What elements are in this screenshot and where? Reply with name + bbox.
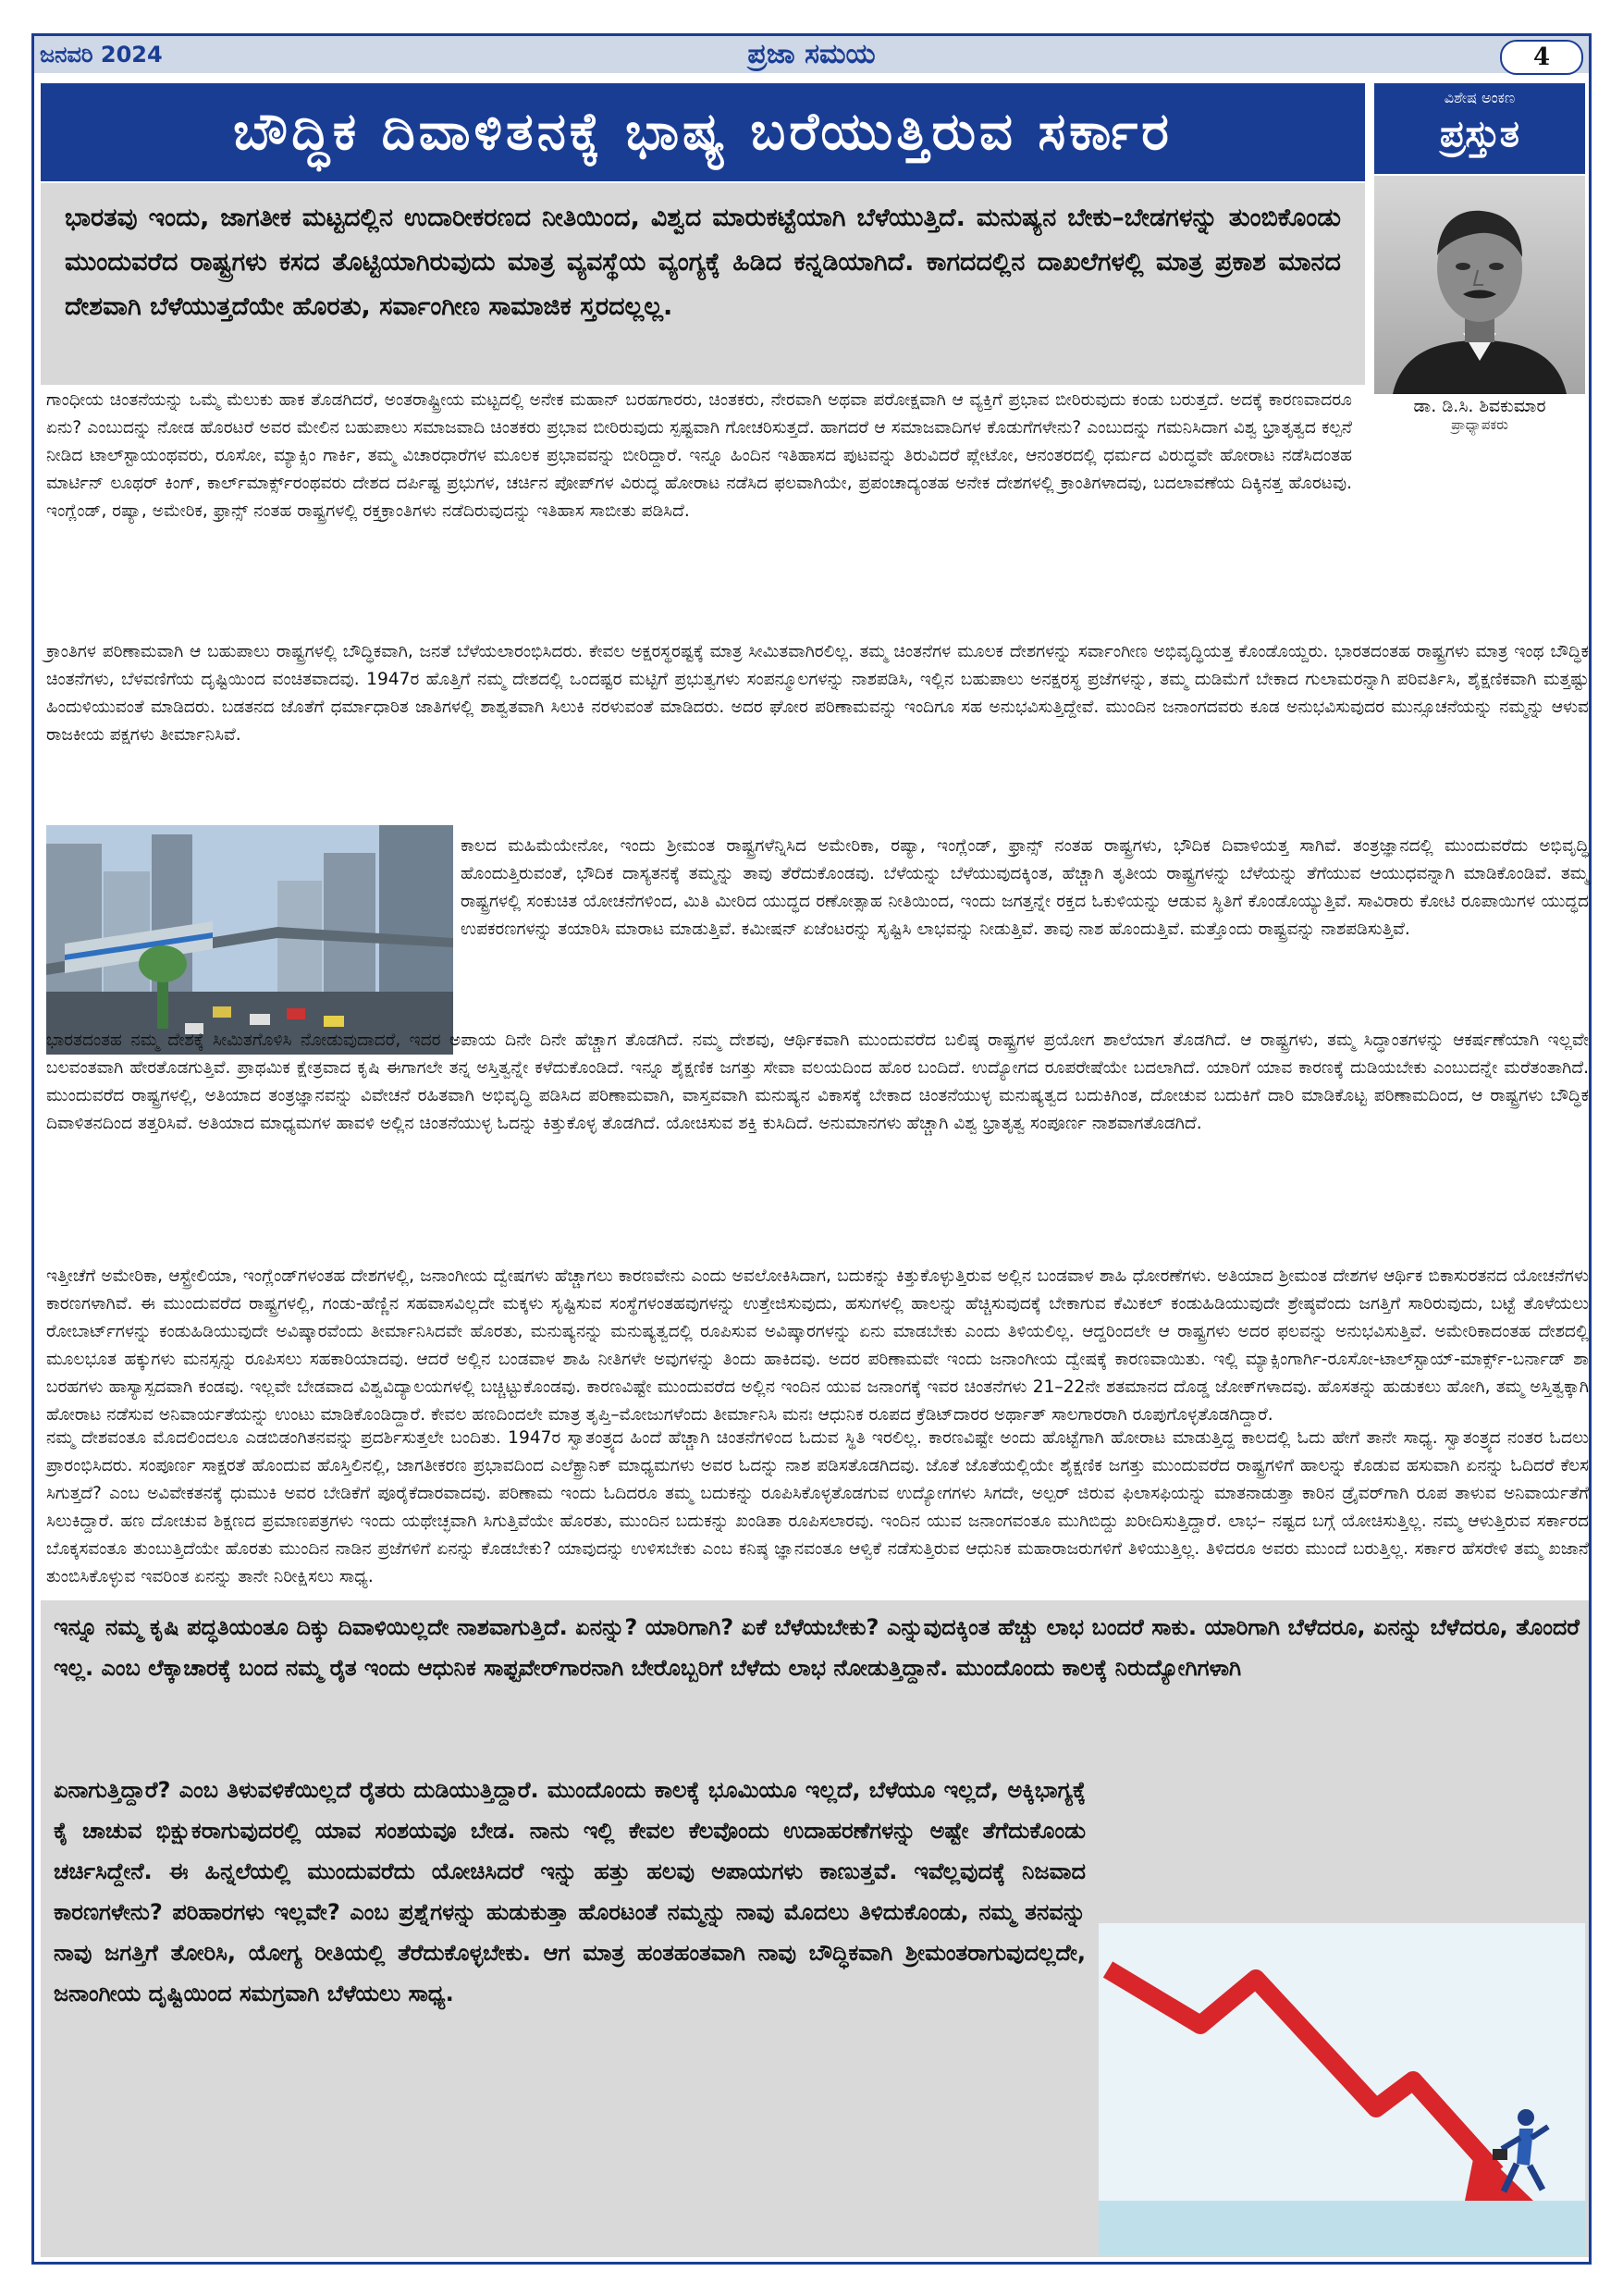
author-photo bbox=[1374, 176, 1585, 394]
paragraph-3: ಕಾಲದ ಮಹಿಮೆಯೇನೋ, ಇಂದು ಶ್ರೀಮಂತ ರಾಷ್ಟ್ರಗಳೆನ್ನಿಸಿದ ಅಮೇರಿಕಾ, ರಷ್ಯಾ, ಇಂಗ್ಲೆಂಡ್, ಫ್ರಾನ್ಸ್ ನಂತಹ ರಾಷ್ಟ್ರಗಳು, ಭೌದಿಕ ದಿವಾಳಿಯತ್ತ ಸಾಗಿವೆ. ತಂತ್ರಜ್ಞಾನದಲ್ಲಿ ಮುಂದುವರೆದು ಅಭಿವೃದ್ಧಿ ಹೊಂದುತ್ತಿರುವಂತೆ, ಭೌದಿಕ ದಾಸ್ಯತನಕ್ಕೆ ತಮ್ಮನ್ನು ತಾವು ತೆರೆದುಕೊಂಡವು. ಬೆಳೆಯನ್ನು ಬೆಳೆಯುವುದಕ್ಕಿಂತ, ಹೆಚ್ಚಾಗಿ ತೃತೀಯ ರಾಷ್ಟ್ರಗಳನ್ನು ಬೆಳೆಯನ್ನು ತೆಗೆಯುವ ಆಯುಧವನ್ನಾಗಿ ಮಾಡಿಕೊಂಡಿವೆ. ತಮ್ಮ ರಾಷ್ಟ್ರಗಳಲ್ಲಿ ಸಂಕುಚಿತ ಯೋಚನೆಗಳಿಂದ, ಮಿತಿ ಮೀರಿದ ಯುದ್ಧದ ರಣೋತ್ಸಾಹ ನೀತಿಯಿಂದ, ಇಂದು ಜಗತ್ತನ್ನೇ ರಕ್ತದ ಓಕುಳಿಯನ್ನು ಆಡುವ ಸ್ಥಿತಿಗೆ ಕೊಂಡೊಯ್ಯುತ್ತಿವೆ. ಸಾವಿರಾರು ಕೋಟಿ ರೂಪಾಯಿಗಳ ಯುದ್ಧದ ಉಪಕರಣಗಳನ್ನು ತಯಾರಿಸಿ ಮಾರಾಟ ಮಾಡುತ್ತಿವೆ. ಕಮೀಷನ್ ಏಜೆಂಟರನ್ನು ಸೃಷ್ಟಿಸಿ ಲಾಭವನ್ನು ನೀಡುತ್ತಿವೆ. ತಾವು ನಾಶ ಹೊಂದುತ್ತಿವೆ. ಮತ್ತೊಂದು ರಾಷ್ಟ್ರವನ್ನು ನಾಶಪಡಿಸುತ್ತಿವೆ. bbox=[461, 836, 1589, 939]
author-byline bbox=[1374, 396, 1585, 433]
page-number: 4 bbox=[1500, 40, 1583, 75]
conclusion-top: ಇನ್ನೂ ನಮ್ಮ ಕೃಷಿ ಪದ್ಧತಿಯಂತೂ ದಿಕ್ಕು ದಿವಾಳಿಯಿಲ್ಲದೇ ನಾಶವಾಗುತ್ತಿದೆ. ಏನನ್ನು? ಯಾರಿಗಾಗಿ? ಏಕೆ ಬೆಳೆಯಬೇಕು? ಎನ್ನುವುದಕ್ಕಿಂತ ಹೆಚ್ಚು ಲಾಭ ಬಂದರೆ ಸಾಕು. ಯಾರಿಗಾಗಿ ಬೆಳೆದರೂ, ಏನನ್ನು ಬೆಳೆದರೂ, ತೊಂದರೆ ಇಲ್ಲ. ಎಂಬ ಲೆಕ್ಕಾಚಾರಕ್ಕೆ ಬಂದ ನಮ್ಮ ರೈತ ಇಂದು ಆಧುನಿಕ ಸಾಫ್ಟವೇರ್‌ಗಾರನಾಗಿ ಬೇರೊಬ್ಬರಿಗೆ ಬೆಳೆದು ಲಾಭ ನೋಡುತ್ತಿದ್ದಾನೆ. ಮುಂದೊಂದು ಕಾಲಕ್ಕೆ ನಿರುದ್ಯೋಗಿಗಳಾಗಿ bbox=[54, 1614, 1580, 1681]
metro-train-illustration bbox=[46, 825, 453, 1055]
column-badge bbox=[1374, 83, 1585, 174]
column-badge-label: ವಿಶೇಷ ಅಂಕಣ bbox=[1444, 89, 1516, 106]
author-portrait-icon bbox=[1374, 176, 1585, 394]
column-badge-title: ಪ್ರಸ್ತುತ bbox=[1440, 113, 1519, 155]
decline-illustration bbox=[1099, 1923, 1585, 2255]
paragraph-4: ಭಾರತದಂತಹ ನಮ್ಮ ದೇಶಕ್ಕೆ ಸೀಮಿತಗೊಳಿಸಿ ನೋಡುವುದಾದರೆ, ಇದರ ಅಪಾಯ ದಿನೇ ದಿನೇ ಹೆಚ್ಚಾಗ ತೊಡಗಿದೆ. ನಮ್ಮ ದೇಶವು, ಆರ್ಥಿಕವಾಗಿ ಮುಂದುವರೆದ ಬಲಿಷ್ಠ ರಾಷ್ಟ್ರಗಳ ಪ್ರಯೋಗ ಶಾಲೆಯಾಗ ತೊಡಗಿದೆ. ಆ ರಾಷ್ಟ್ರಗಳು, ತಮ್ಮ ಸಿದ್ಧಾಂತಗಳನ್ನು ಆಕರ್ಷಣೆಯಾಗಿ ಇಲ್ಲವೇ ಬಲವಂತವಾಗಿ ಹೇರತೊಡಗುತ್ತಿವೆ. ಪ್ರಾಥಮಿಕ ಕ್ಷೇತ್ರವಾದ ಕೃಷಿ ಈಗಾಗಲೇ ತನ್ನ ಅಸ್ತಿತ್ವನ್ನೇ ಕಳೆದುಕೊಂಡಿದೆ. ಇನ್ನೂ ಶೈಕ್ಷಣಿಕ ಜಗತ್ತು ಸೇವಾ ವಲಯದಿಂದ ಹೊರ ಬಂದಿದೆ. ಉದ್ಯೋಗದ ರೂಪರೇಷೆಯೇ ಬದಲಾಗಿದೆ. ಯಾರಿಗೆ ಯಾವ ಕಾರಣಕ್ಕೆ ದುಡಿಯಬೇಕು ಎಂಬುದನ್ನೇ ಮರೆತಂತಾಗಿದೆ. ಮುಂದುವರೆದ ರಾಷ್ಟ್ರಗಳಲ್ಲಿ, ಅತಿಯಾದ ತಂತ್ರಜ್ಞಾನವನ್ನು ವಿವೇಚನೆ ರಹಿತವಾಗಿ ಅಭಿವೃದ್ಧಿ ಪಡಿಸಿದ ಪರಿಣಾಮವಾಗಿ, ವಾಸ್ತವವಾಗಿ ಮನುಷ್ಯನ ವಿಕಾಸಕ್ಕೆ ಬೇಕಾದ ಚಿಂತನೆಯುಳ್ಳ ಮನುಷ್ಯತ್ವದ ಬದುಕಿಗಿಂತ, ದೋಚುವ ಬದುಕಿಗೆ ದಾರಿ ಮಾಡಿಕೊಟ್ಟ ಪರಿಣಾಮದಿಂದ, ಆ ರಾಷ್ಟ್ರಗಳು ಬೌದ್ಧಿಕ ದಿವಾಳಿತನದಿಂದ ತತ್ತರಿಸಿವೆ. ಅತಿಯಾದ ಮಾಧ್ಯಮಗಳ ಹಾವಳಿ ಅಲ್ಲಿನ ಚಿಂತನೆಯುಳ್ಳ ಓದನ್ನು ಕಿತ್ತುಕೊಳ್ಳ ತೊಡಗಿದೆ. ಯೋಚಿಸುವ ಶಕ್ತಿ ಕುಸಿದಿದೆ. ಅನುಮಾನಗಳು ಹೆಚ್ಚಾಗಿ ವಿಶ್ವ ಭ್ರಾತೃತ್ವ ಸಂಪೂರ್ಣ ನಾಶವಾಗತೊಡಗಿದೆ. bbox=[46, 1031, 1589, 1133]
paragraph-6: ನಮ್ಮ ದೇಶವಂತೂ ಮೊದಲಿಂದಲೂ ಎಡಬಿಡಂಗಿತನವನ್ನು ಪ್ರದರ್ಶಿಸುತ್ತಲೇ ಬಂದಿತು. 1947ರ ಸ್ವಾತಂತ್ರ್ಯದ ಹಿಂದೆ ಹೆಚ್ಚಾಗಿ ಚಿಂತನೆಗಳಿಂದ ಓದುವ ಸ್ಥಿತಿ ಇರಲಿಲ್ಲ. ಕಾರಣವಿಷ್ಟೇ ಅಂದು ಹೊಟ್ಟೆಗಾಗಿ ಹೋರಾಟ ಮಾಡುತ್ತಿದ್ದ ಕಾಲದಲ್ಲಿ ಓದು ಹೇಗೆ ತಾನೇ ಸಾಧ್ಯ. ಸ್ವಾತಂತ್ರ್ಯದ ನಂತರ ಓದಲು ಪ್ರಾರಂಭಿಸಿದರು. ಸಂಪೂರ್ಣ ಸಾಕ್ಷರತೆ ಹೊಂದುವ ಹೊಸ್ತಿಲಿನಲ್ಲಿ, ಜಾಗತೀಕರಣ ಪ್ರಭಾವದಿಂದ ಎಲೆಕ್ಟ್ರಾನಿಕ್ ಮಾಧ್ಯಮಗಳು ಅವರ ಓದನ್ನು ನಾಶ ಪಡಿಸತೊಡಗಿದವು. ಜೊತೆ ಜೊತೆಯಲ್ಲಿಯೇ ಶೈಕ್ಷಣಿಕ ಜಗತ್ತು ಮುಂದುವರೆದ ರಾಷ್ಟ್ರಗಳಿಗೆ ಹಾಲನ್ನು ಕೊಡುವ ಹಸುವಾಗಿ ಏನನ್ನು ಓದಿದರೆ ಕೆಲಸ ಸಿಗುತ್ತದೆ? ಎಂಬ ಅವಿವೇಕತನಕ್ಕೆ ಧುಮುಕಿ ಅವರ ಬೇಡಿಕೆಗೆ ಪೂರೈಕೆದಾರವಾದವು. ಪರಿಣಾಮ ಇಂದು ಓದಿದರೂ ತಮ್ಮ ಬದುಕನ್ನು ರೂಪಿಸಿಕೊಳ್ಳತೊಡಗುವ ಉದ್ಯೋಗಗಳು ಸಿಗದೇ, ಅಲ್ಪರ್ ಜಿರುವ ಫಿಲಾಸಫಿಯನ್ನು ಮಾತನಾಡುತ್ತಾ ಕಾರಿನ ಡ್ರೈವರ್‌ಗಾಗಿ ರೂಪ ತಾಳುವ ಅನಿವಾರ್ಯತೆಗೆ ಸಿಲುಕಿದ್ದಾರೆ. ಹಣ ದೋಚುವ ಶಿಕ್ಷಣದ ಪ್ರಮಾಣಪತ್ರಗಳು ಇಂದು ಯಥೇಚ್ಛವಾಗಿ ಸಿಗುತ್ತಿವೆಯೇ ಹೊರತು, ಮುಂದಿನ ಬದುಕನ್ನು ಖಂಡಿತಾ ರೂಪಿಸಲಾರವು. ಇಂದಿನ ಯುವ ಜನಾಂಗವಂತೂ ಮುಗಿಬಿದ್ದು ಖರೀದಿಸುತ್ತಿದ್ದಾರೆ. ಲಾಭ– ನಷ್ಟದ ಬಗ್ಗೆ ಯೋಚಿಸುತ್ತಿಲ್ಲ. ನಮ್ಮ ಆಳುತ್ತಿರುವ ಸರ್ಕಾರದ ಬೊಕ್ಕಸವಂತೂ ತುಂಬುತ್ತಿದೆಯೇ ಹೊರತು ಮುಂದಿನ ನಾಡಿನ ಪ್ರಜೆಗಳಿಗೆ ಏನನ್ನು ಕೊಡಬೇಕು? ಯಾವುದನ್ನು ಉಳಿಸಬೇಕು ಎಂಬ ಕನಿಷ್ಠ ಜ್ಞಾನವಂತೂ ಆಳ್ವಿಕೆ ನಡೆಸುತ್ತಿರುವ ಆಧುನಿಕ ಮಹಾರಾಜರುಗಳಿಗೆ ತಿಳಿಯುತ್ತಿಲ್ಲ. ತಿಳಿದರೂ ಅವರು ಮುಂದೆ ಬರುತ್ತಿಲ್ಲ. ಸರ್ಕಾರ ಹೆಸರೇಳಿ ತಮ್ಮ ಖಜಾನೆ ತುಂಬಿಸಿಕೊಳ್ಳುವ ಇವರಿಂತ ಏನನ್ನು ತಾನೇ ನಿರೀಕ್ಷಿಸಲು ಸಾಧ್ಯ. bbox=[46, 1428, 1589, 1586]
issue-date: ಜನವರಿ 2024 bbox=[40, 42, 163, 68]
headline: ಬೌದ್ಧಿಕ ದಿವಾಳಿತನಕ್ಕೆ ಭಾಷ್ಯ ಬರೆಯುತ್ತಿರುವ ಸರ್ಕಾರ bbox=[233, 102, 1173, 162]
headline-banner bbox=[41, 83, 1365, 181]
paragraph-2: ಕ್ರಾಂತಿಗಳ ಪರಿಣಾಮವಾಗಿ ಆ ಬಹುಪಾಲು ರಾಷ್ಟ್ರಗಳಲ್ಲಿ ಬೌದ್ಧಿಕವಾಗಿ, ಜನತೆ ಬೆಳೆಯಲಾರಂಭಿಸಿದರು. ಕೇವಲ ಅಕ್ಷರಸ್ಥರಷ್ಟಕ್ಕೆ ಮಾತ್ರ ಸೀಮಿತವಾಗಿರಲಿಲ್ಲ. ತಮ್ಮ ಚಿಂತನೆಗಳ ಮೂಲಕ ದೇಶಗಳನ್ನು ಸರ್ವಾಂಗೀಣ ಅಭಿವೃದ್ಧಿಯತ್ತ ಕೊಂಡೊಯ್ದರು. ಭಾರತದಂತಹ ರಾಷ್ಟ್ರಗಳು ಮಾತ್ರ ಇಂಥ ಬೌದ್ಧಿಕ ಚಿಂತನೆಗಳು, ಬೆಳವಣಿಗೆಯ ದೃಷ್ಟಿಯಿಂದ ವಂಚಿತವಾದವು. 1947ರ ಹೊತ್ತಿಗೆ ನಮ್ಮ ದೇಶದಲ್ಲಿ ಒಂದಷ್ಟರ ಮಟ್ಟಿಗೆ ಪ್ರಭುತ್ವಗಳು ಸಂಪನ್ಮೂಲಗಳನ್ನು ನಾಶಪಡಿಸಿ, ಇಲ್ಲಿನ ಬಹುಪಾಲು ಅನಕ್ಷರಸ್ಥ ಪ್ರಜೆಗಳನ್ನು, ತಮ್ಮ ದುಡಿಮೆಗೆ ಬೇಕಾದ ಗುಲಾಮರನ್ನಾಗಿ ಪರಿವರ್ತಿಸಿ, ಶೈಕ್ಷಣಿಕವಾಗಿ ಮತ್ತಷ್ಟು ಹಿಂದುಳಿಯುವಂತೆ ಮಾಡಿದರು. ಬಡತನದ ಜೊತೆಗೆ ಧರ್ಮಾಧಾರಿತ ಜಾತಿಗಳಲ್ಲಿ ಶಾಶ್ವತವಾಗಿ ಸಿಲುಕಿ ನರಳುವಂತೆ ಮಾಡಿದರು. ಅದರ ಘೋರ ಪರಿಣಾಮವನ್ನು ಇಂದಿಗೂ ಸಹ ಅನುಭವಿಸುತ್ತಿದ್ದೇವೆ. ಮುಂದಿನ ಜನಾಂಗದವರು ಕೂಡ ಅನುಭವಿಸುವುದರ ಮುನ್ಸೂಚನೆಯನ್ನು ನಮ್ಮನ್ನು ಆಳುವ ರಾಜಕೀಯ ಪಕ್ಷಗಳು ತೀರ್ಮಾನಿಸಿವೆ. bbox=[46, 642, 1589, 745]
city-photo bbox=[46, 825, 453, 1055]
paragraph-5: ಇತ್ತೀಚೆಗೆ ಅಮೇರಿಕಾ, ಆಸ್ಟ್ರೇಲಿಯಾ, ಇಂಗ್ಲೆಂಡ್‌ಗಳಂತಹ ದೇಶಗಳಲ್ಲಿ, ಜನಾಂಗೀಯ ದ್ವೇಷಗಳು ಹೆಚ್ಚಾಗಲು ಕಾರಣವೇನು ಎಂದು ಅವಲೋಕಿಸಿದಾಗ, ಬದುಕನ್ನು ಕಿತ್ತುಕೊಳ್ಳುತ್ತಿರುವ ಅಲ್ಲಿನ ಬಂಡವಾಳ ಶಾಹಿ ಧೋರಣೆಗಳು. ಅತಿಯಾದ ಶ್ರೀಮಂತ ದೇಶಗಳ ಆರ್ಥಿಕ ಬಿಕಾಸುರತನದ ಯೋಚನೆಗಳು ಕಾರಣಗಳಾಗಿವೆ. ಈ ಮುಂದುವರೆದ ರಾಷ್ಟ್ರಗಳಲ್ಲಿ, ಗಂಡು-ಹೆಣ್ಣಿನ ಸಹವಾಸವಿಲ್ಲದೇ ಮಕ್ಕಳು ಸೃಷ್ಟಿಸುವ ಸಂಸ್ಥೆಗಳಂತಹವುಗಳನ್ನು ಉತ್ತೇಜಿಸುವುದು, ಹಸುಗಳಲ್ಲಿ ಹಾಲನ್ನು ಹೆಚ್ಚಿಸುವುದಕ್ಕೆ ಬೇಕಾಗುವ ಕೆಮಿಕಲ್ ಕಂಡುಹಿಡಿಯುವುದೇ ಶ್ರೇಷ್ಠವೆಂದು ಜಗತ್ತಿಗೆ ಸಾರಿರುವುದು, ಬಟ್ಟೆ ತೊಳೆಯಲು ರೋಬಾರ್ಟ್‌ಗಳನ್ನು ಕಂಡುಹಿಡಿಯುವುದೇ ಅವಿಷ್ಕಾರವೆಂದು ತೀರ್ಮಾನಿಸಿದವೇ ಹೊರತು, ಮನುಷ್ಯನನ್ನು ಮನುಷ್ಯತ್ವದಲ್ಲಿ ರೂಪಿಸುವ ಅವಿಷ್ಕಾರಗಳನ್ನು ಏನು ಮಾಡಬೇಕು ಎಂದು ತಿಳಿಯಲಿಲ್ಲ. ಆದ್ದರಿಂದಲೇ ಆ ರಾಷ್ಟ್ರಗಳು ಅದರ ಫಲವನ್ನು ಅನುಭವಿಸುತ್ತಿವೆ. ಅಮೇರಿಕಾದಂತಹ ದೇಶದಲ್ಲಿ ಮೂಲಭೂತ ಹಕ್ಕುಗಳು ಮನಸ್ಸನ್ನು ರೂಪಿಸಲು ಸಹಕಾರಿಯಾದವು. ಆದರೆ ಅಲ್ಲಿನ ಬಂಡವಾಳ ಶಾಹಿ ನೀತಿಗಳೇ ಅವುಗಳನ್ನು ತಿಂದು ಹಾಕಿದವು. ಅದರ ಪರಿಣಾಮವೇ ಇಂದು ಜನಾಂಗೀಯ ದ್ವೇಷಕ್ಕೆ ಕಾರಣವಾಯಿತು. ಇಲ್ಲಿ ಮ್ಯಾಕ್ಸಿಂಗಾರ್ಗಿ-ರೂಸೋ-ಟಾಲ್‌ಸ್ಟಾಯ್-ಮಾರ್ಕ್ಸ್-ಬರ್ನಾಡ್ ಶಾ ಬರಹಗಳು ಹಾಸ್ಯಾಸ್ಪದವಾಗಿ ಕಂಡವು. ಇಲ್ಲವೇ ಬೇಡವಾದ ವಿಶ್ವವಿದ್ಯಾಲಯಗಳಲ್ಲಿ ಬಚ್ಚಿಟ್ಟುಕೊಂಡವು. ಕಾರಣವಿಷ್ಟೇ ಮುಂದುವರೆದ ಅಲ್ಲಿನ ಇಂದಿನ ಯುವ ಜನಾಂಗಕ್ಕೆ ಇವರ ಚಿಂತನೆಗಳು 21–22ನೇ ಶತಮಾನದ ದೊಡ್ಡ ಜೋಕ್‌ಗಳಾದವು. ಹೊಸತನ್ನು ಹುಡುಕಲು ಹೋಗಿ, ತಮ್ಮ ಅಸ್ತಿತ್ವಕ್ಕಾಗಿ ಹೋರಾಟ ನಡೆಸುವ ಅನಿವಾರ್ಯತೆಯನ್ನು ಉಂಟು ಮಾಡಿಕೊಂಡಿದ್ದಾರೆ. ಕೇವಲ ಹಣದಿಂದಲೇ ಮಾತ್ರ ತೃಪ್ತಿ–ಮೋಜುಗಳೆಂದು ತೀರ್ಮಾನಿಸಿ ಮನಃ ಆಧುನಿಕ ರೂಪದ ಕ್ರೆಡಿಟ್‌ದಾರರ ಅರ್ಥಾತ್ ಸಾಲಗಾರರಾಗಿ ರೂಪುಗೊಳ್ಳತೊಡಗಿದ್ದಾರೆ. bbox=[46, 1266, 1589, 1425]
lead-paragraph: ಭಾರತವು ಇಂದು, ಜಾಗತೀಕ ಮಟ್ಟದಲ್ಲಿನ ಉದಾರೀಕರಣದ ನೀತಿಯಿಂದ, ವಿಶ್ವದ ಮಾರುಕಟ್ಟೆಯಾಗಿ ಬೆಳೆಯುತ್ತಿದೆ. ಮನುಷ್ಯನ ಬೇಕು–ಬೇಡಗಳನ್ನು ತುಂಬಿಕೊಂಡು ಮುಂದುವರೆದ ರಾಷ್ಟ್ರಗಳು ಕಸದ ತೊಟ್ಟಿಯಾಗಿರುವುದು ಮಾತ್ರ ವ್ಯವಸ್ಥೆಯ ವ್ಯಂಗ್ಯಕ್ಕೆ ಹಿಡಿದ ಕನ್ನಡಿಯಾಗಿದೆ. ಕಾಗದದಲ್ಲಿನ ದಾಖಲೆಗಳಲ್ಲಿ ಮಾತ್ರ ಪ್ರಕಾಶ ಮಾನದ ದೇಶವಾಗಿ ಬೆಳೆಯುತ್ತದೆಯೇ ಹೊರತು, ಸರ್ವಾಂಗೀಣ ಸಾಮಾಜಿಕ ಸ್ತರದಲ್ಲಲ್ಲ. bbox=[41, 183, 1365, 385]
falling-arrow-icon bbox=[1099, 1923, 1585, 2255]
author-role: ಪ್ರಾಧ್ಯಾಪಕರು bbox=[1451, 416, 1508, 433]
paragraph-1: ಗಾಂಧೀಯ ಚಿಂತನೆಯನ್ನು ಒಮ್ಮೆ ಮೆಲುಕು ಹಾಕ ತೊಡಗಿದರೆ, ಅಂತರಾಷ್ಟ್ರೀಯ ಮಟ್ಟದಲ್ಲಿ ಅನೇಕ ಮಹಾನ್ ಬರಹಗಾರರು, ಚಿಂತಕರು, ನೇರವಾಗಿ ಅಥವಾ ಪರೋಕ್ಷವಾಗಿ ಆ ವ್ಯಕ್ತಿಗೆ ಪ್ರಭಾವ ಬೀರಿರುವುದು ಕಂಡು ಬರುತ್ತದೆ. ಅದಕ್ಕೆ ಕಾರಣವಾದರೂ ಏನು? ಎಂಬುದನ್ನು ನೋಡ ಹೊರಟರೆ ಅವರ ಮೇಲಿನ ಬಹುಪಾಲು ಸಮಾಜವಾದಿ ಚಿಂತಕರು ಪ್ರಭಾವ ಬೀರಿರುವುದು ಸ್ಪಷ್ಟವಾಗಿ ಗೋಚರಿಸುತ್ತದೆ. ಹಾಗದರೆ ಆ ಸಮಾಜವಾದಿಗಳ ಕೊಡುಗೆಗಳೇನು? ಎಂಬುದನ್ನು ಗಮನಿಸಿದಾಗ ವಿಶ್ವ ಭ್ರಾತೃತ್ವದ ಕಲ್ಪನೆ ನೀಡಿದ ಟಾಲ್‌ಸ್ಟಾಯಂಥವರು, ರೂಸೋ, ಮ್ಯಾಕ್ಸಿಂ ಗಾರ್ಕಿ, ತಮ್ಮ ವಿಚಾರಧಾರೆಗಳ ಮೂಲಕ ಪ್ರಭಾವವನ್ನು ಬೀರಿದ್ದಾರೆ. ಇನ್ನೂ ಹಿಂದಿನ ಇತಿಹಾಸದ ಪುಟವನ್ನು ತಿರುವಿದರೆ ಪ್ಲೇಟೋ, ಆನಂತರದಲ್ಲಿ ಧರ್ಮದ ವಿರುದ್ಧವೇ ಹೋರಾಟ ನಡೆಸಿದಂತಹ ಮಾರ್ಟಿನ್ ಲೂಥರ್ ಕಿಂಗ್, ಕಾರ್ಲ್‌ಮಾರ್ಕ್ಸ್‌ರಂಥವರು ದೇಶದ ದರ್ಪಿಷ್ಟ ಪ್ರಭುಗಳ, ಚರ್ಚಿನ ಪೋಪ್‌ಗಳ ವಿರುದ್ಧ ಹೋರಾಟ ನಡೆಸಿದ ಫಲವಾಗಿಯೇ, ಪ್ರಪಂಚಾದ್ಯಂತಹ ಅನೇಕ ದೇಶಗಳಲ್ಲಿ ಕ್ರಾಂತಿಗಳಾದವು, ಬದಲಾವಣೆಯ ದಿಕ್ಕಿನತ್ತ ಹೊರಟವು. ಇಂಗ್ಲೆಂಡ್, ರಷ್ಯಾ, ಅಮೇರಿಕ, ಫ್ರಾನ್ಸ್ ನಂತಹ ರಾಷ್ಟ್ರಗಳಲ್ಲಿ ರಕ್ತಕ್ರಾಂತಿಗಳು ನಡೆದಿರುವುದನ್ನು ಇತಿಹಾಸ ಸಾಬೀತು ಪಡಿಸಿದೆ. bbox=[46, 390, 1352, 521]
conclusion-bottom: ಏನಾಗುತ್ತಿದ್ದಾರೆ? ಎಂಬ ತಿಳುವಳಿಕೆಯಿಲ್ಲದೆ ರೈತರು ದುಡಿಯುತ್ತಿದ್ದಾರೆ. ಮುಂದೊಂದು ಕಾಲಕ್ಕೆ ಭೂಮಿಯೂ ಇಲ್ಲದೆ, ಬೆಳೆಯೂ ಇಲ್ಲದೆ, ಅಕ್ಕಿಭಾಗ್ಯಕ್ಕೆ ಕೈ ಚಾಚುವ ಭಿಕ್ಷುಕರಾಗುವುದರಲ್ಲಿ ಯಾವ ಸಂಶಯವೂ ಬೇಡ. ನಾನು ಇಲ್ಲಿ ಕೇವಲ ಕೆಲವೊಂದು ಉದಾಹರಣೆಗಳನ್ನು ಅಷ್ಟೇ ತೆಗೆದುಕೊಂಡು ಚರ್ಚಿಸಿದ್ದೇನೆ. ಈ ಹಿನ್ನಲೆಯಲ್ಲಿ ಮುಂದುವರೆದು ಯೋಚಿಸಿದರೆ ಇನ್ನು ಹತ್ತು ಹಲವು ಅಪಾಯಗಳು ಕಾಣುತ್ತವೆ. ಇವೆಲ್ಲವುದಕ್ಕೆ ನಿಜವಾದ ಕಾರಣಗಳೇನು? ಪರಿಹಾರಗಳು ಇಲ್ಲವೇ? ಎಂಬ ಪ್ರಶ್ನೆಗಳನ್ನು ಹುಡುಕುತ್ತಾ ಹೊರಟಂತೆ ನಮ್ಮನ್ನು ನಾವು ಮೊದಲು ತಿಳಿದುಕೊಂಡು, ನಮ್ಮ ತನವನ್ನು ನಾವು ಜಗತ್ತಿಗೆ ತೋರಿಸಿ, ಯೋಗ್ಯ ರೀತಿಯಲ್ಲಿ ತೆರೆದುಕೊಳ್ಳಬೇಕು. ಆಗ ಮಾತ್ರ ಹಂತಹಂತವಾಗಿ ನಾವು ಬೌದ್ಧಿಕವಾಗಿ ಶ್ರೀಮಂತರಾಗುವುದಲ್ಲದೇ, ಜನಾಂಗೀಯ ದೃಷ್ಟಿಯಿಂದ ಸಮಗ್ರವಾಗಿ ಬೆಳೆಯಲು ಸಾಧ್ಯ. bbox=[54, 1777, 1086, 2006]
author-name: ಡಾ. ಡಿ.ಸಿ. ಶಿವಕುಮಾರ bbox=[1413, 396, 1546, 416]
page-header bbox=[34, 36, 1589, 73]
newspaper-name: ಪ್ರಜಾ ಸಮಯ bbox=[747, 38, 876, 70]
